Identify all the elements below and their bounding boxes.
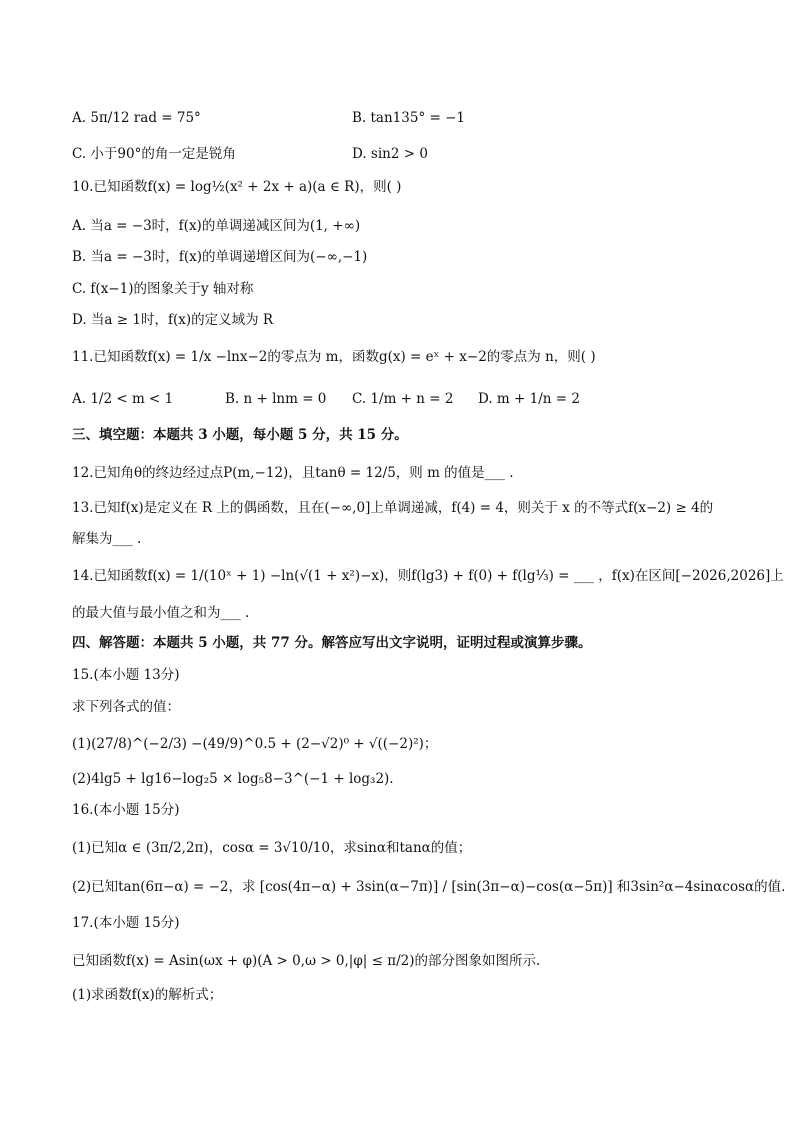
q13-line-1: 13.已知f(x)是定义在 R 上的偶函数，且在(−∞,0]上单调递减，f(4) = 4，则关于 x 的不等式f(x−2) ≥ 4的 [72, 500, 714, 516]
q11-option-d: D. m + 1/n = 2 [478, 391, 580, 407]
q9-option-c: C. 小于90°的角一定是锐角 [72, 146, 236, 162]
q10-option-a: A. 当a = −3时，f(x)的单调递减区间为(1, +∞) [72, 218, 361, 234]
q17-heading: 17.(本小题 15分) [72, 915, 180, 931]
q17-part-1: (1)求函数f(x)的解析式； [72, 987, 223, 1003]
q9-option-a: A. 5π/12 rad = 75° [72, 110, 201, 126]
q12-text: 12.已知角θ的终边经过点P(m,−12)，且tanθ = 12/5，则 m 的值是___ . [72, 465, 514, 481]
q11-option-c: C. 1/m + n = 2 [352, 391, 454, 407]
q10-option-d: D. 当a ≥ 1时，f(x)的定义域为 R [72, 312, 274, 328]
q15-part-1: (1)(27/8)^(−2/3) −(49/9)^0.5 + (2−√2)⁰ + √((−2)²)； [72, 736, 438, 752]
q16-part-1: (1)已知α ∈ (3π/2,2π)，cosα = 3√10/10，求sinα和tanα的值； [72, 840, 472, 856]
q15-heading: 15.(本小题 13分) [72, 667, 180, 683]
q11-option-b: B. n + lnm = 0 [225, 391, 327, 407]
q11-stem: 11.已知函数f(x) = 1/x −lnx−2的零点为 m，函数g(x) = eˣ + x−2的零点为 n，则( ) [72, 349, 596, 365]
q14-line-2: 的最大值与最小值之和为___ . [72, 605, 250, 621]
q10-option-c: C. f(x−1)的图象关于y 轴对称 [72, 281, 254, 297]
q9-option-d: D. sin2 > 0 [352, 146, 428, 162]
q11-option-a: A. 1/2 < m < 1 [72, 391, 174, 407]
q16-part-2: (2)已知tan(6π−α) = −2，求 [cos(4π−α) + 3sin(α−7π)] / [sin(3π−α)−cos(α−5π)] 和3sin²α−4sinαcosα的值. [72, 879, 786, 895]
q10-option-b: B. 当a = −3时，f(x)的单调递增区间为(−∞,−1) [72, 249, 368, 265]
q9-option-b: B. tan135° = −1 [352, 110, 465, 126]
q16-heading: 16.(本小题 15分) [72, 802, 180, 818]
q17-stem: 已知函数f(x) = Asin(ωx + φ)(A > 0,ω > 0,|φ| ≤ π/2)的部分图象如图所示. [72, 953, 541, 969]
q10-stem: 10.已知函数f(x) = log½(x² + 2x + a)(a ∈ R)，则( ) [72, 179, 402, 195]
q15-part-2: (2)4lg5 + lg16−log₂5 × log₅8−3^(−1 + log₃2). [72, 771, 394, 787]
q14-line-1: 14.已知函数f(x) = 1/(10ˣ + 1) −ln(√(1 + x²)−x)，则f(lg3) + f(0) + f(lg⅓) = ___ ，f(x)在区间[−2026,2026]上 [72, 568, 784, 584]
section-4-heading: 四、解答题：本题共 5 小题，共 77 分。解答应写出文字说明，证明过程或演算步骤。 [72, 635, 592, 651]
q15-intro: 求下列各式的值： [72, 699, 180, 715]
section-3-heading: 三、填空题：本题共 3 小题，每小题 5 分，共 15 分。 [72, 427, 408, 443]
q13-line-2: 解集为___ . [72, 531, 142, 547]
